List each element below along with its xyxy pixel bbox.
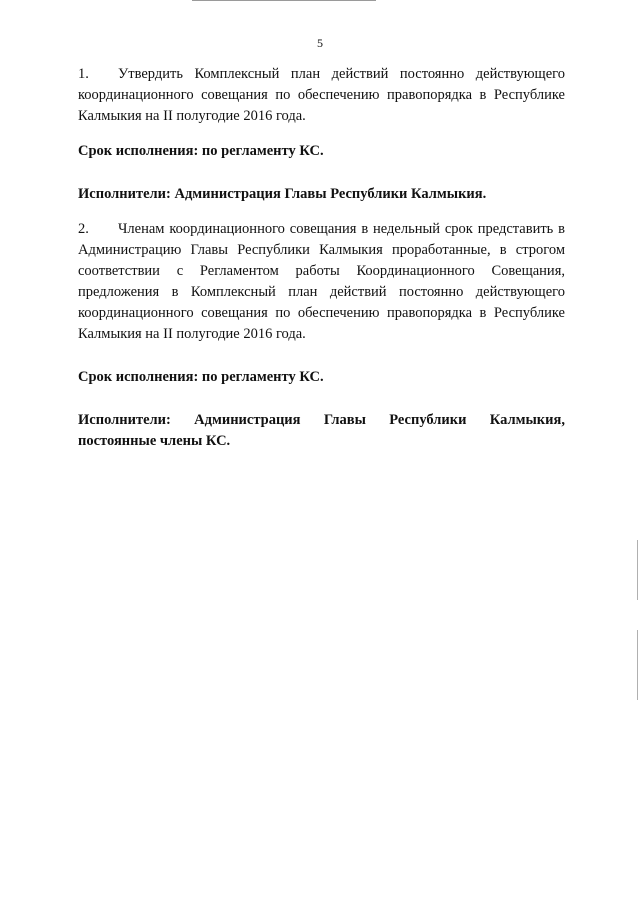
item-paragraph-1	[78, 64, 565, 127]
item-executors-1: Исполнители: Администрация Главы Республики Калмыкия.	[78, 186, 487, 202]
document-body	[78, 64, 565, 452]
scan-edge-mark	[637, 540, 638, 600]
item-number-1: 1.	[78, 66, 89, 82]
item-text-1: Утвердить Комплексный план действий постоянно действующего координационного совещания по обеспечению правопорядка в Республике Калмыкия на II полугодие 2016 года.	[78, 66, 565, 124]
page-number: 5	[317, 36, 323, 50]
item-deadline-2: Срок исполнения: по регламенту КС.	[78, 369, 324, 385]
item-number-2: 2.	[78, 221, 89, 237]
item-text-2: Членам координационного совещания в недельный срок представить в Администрацию Главы Республики Калмыкия проработанные, в строгом соответствии с Регламентом работы Координационного Совещания, предложения в Комплексный план действий постоянно действующего координационного совещания по обеспечению правопорядка в Республике Калмыкия на II полугодие 2016 года.	[78, 221, 565, 342]
top-rule	[192, 0, 376, 1]
scan-edge-mark	[637, 630, 638, 700]
item-executors-2: Исполнители: Администрация Главы Республики Калмыкия, постоянные члены КС.	[78, 412, 565, 449]
item-paragraph-2	[78, 219, 565, 345]
item-deadline-1: Срок исполнения: по регламенту КС.	[78, 143, 324, 159]
